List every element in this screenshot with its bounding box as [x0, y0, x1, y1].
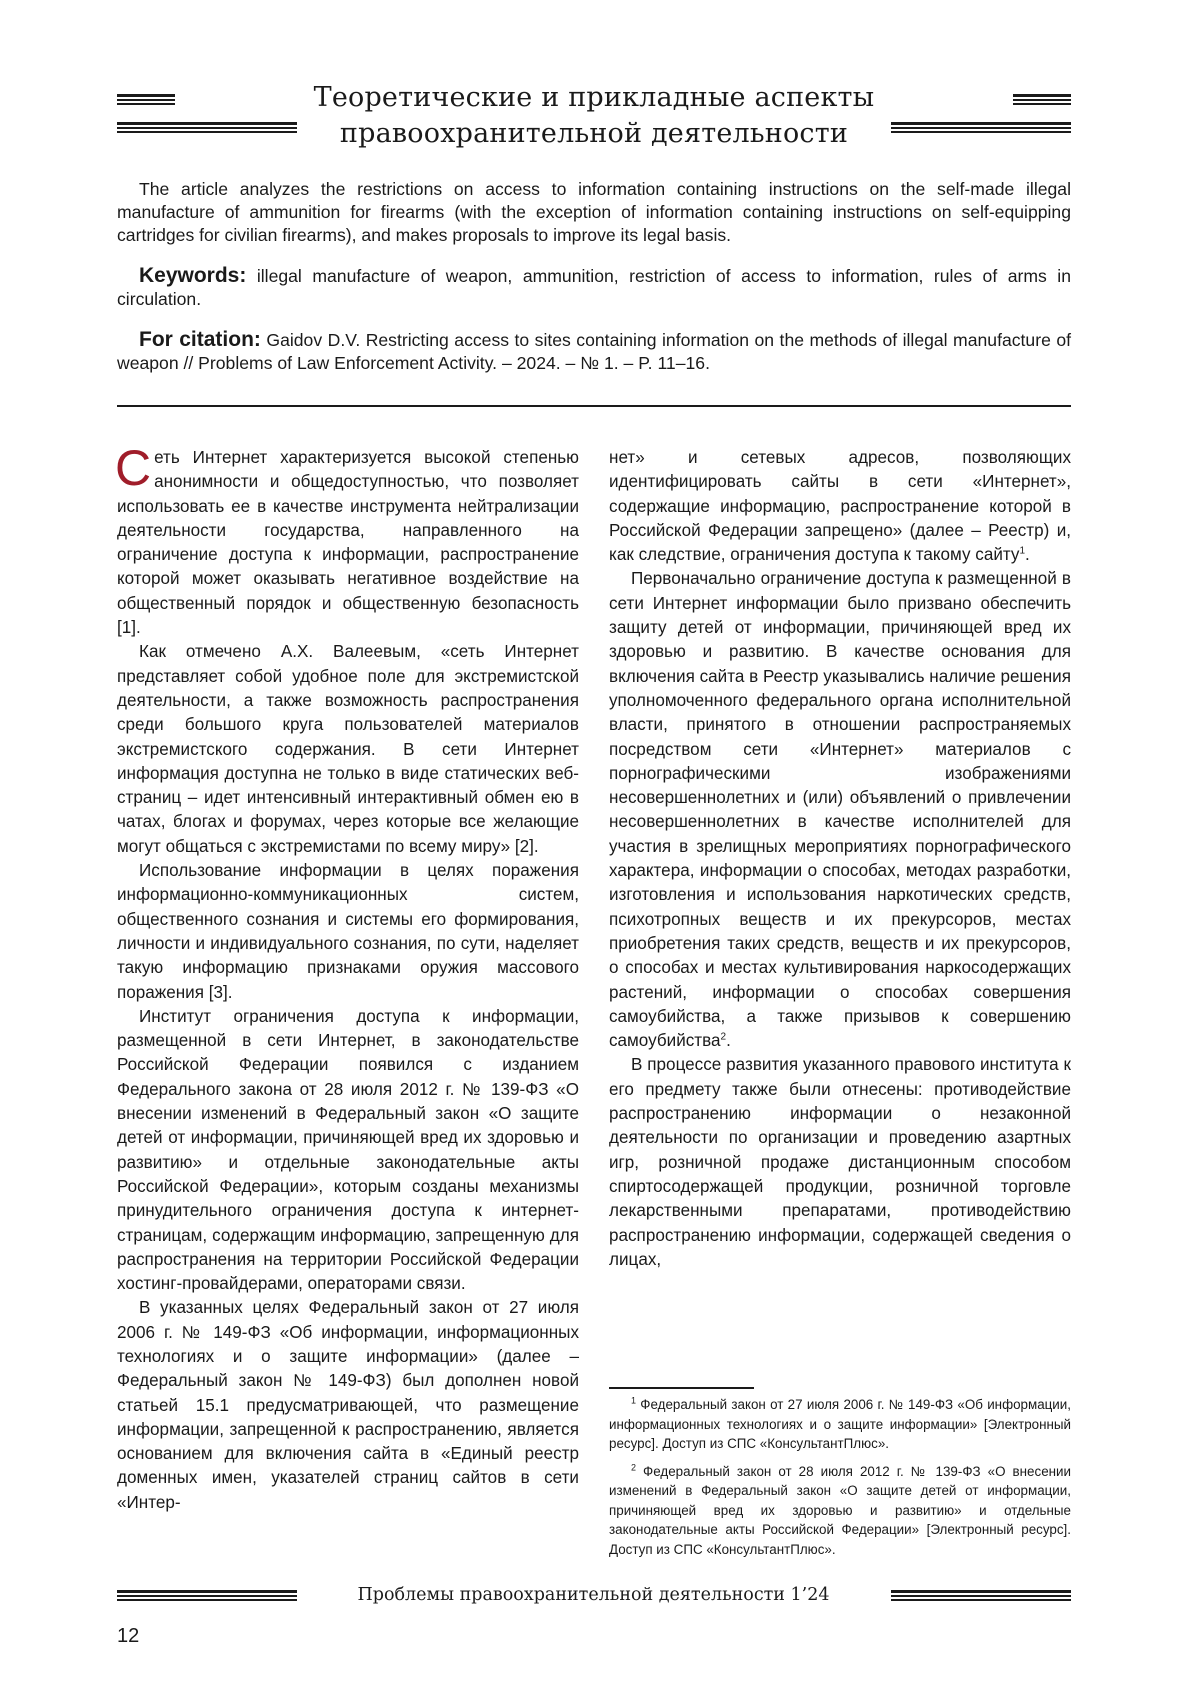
keywords-text: illegal manufacture of weapon, ammunition, restriction of access to information, rules of arms in circulation. [117, 266, 1071, 309]
section-header [117, 80, 1071, 160]
footnote-ref[interactable]: 2 [720, 1031, 727, 1043]
section-title-line-1: Теоретические и прикладные аспекты [313, 82, 875, 113]
paragraph-text: Первоначально ограничение доступа к размещенной в сети Интернет информации было призвано обеспечить защиту детей от информации, причиняющей вред их здоровью и развитию. В качестве основания для включения сайта в Реестр указывались наличие решения уполномоченного федерального органа исполнительной власти, принятого в отношении распространяемых посредством сети «Интернет» материалов с порнографическими изображениями несовершеннолетних и (или) объявлений о привлечении несовершеннолетних в качестве исполнителей для участия в зрелищных мероприятиях порнографического характера, информации о способах, методах разработки, изготовления и использования наркотических средств, психотропных веществ и их прекурсоров, местах приобретения таких средств, веществ и их прекурсоров, о способах и местах культивирования наркосодержащих растений, информации о способах совершения самоубийства, а также призывов к совершению самоубийства [609, 569, 1071, 1051]
footnote-number: 2 [631, 1462, 637, 1473]
abstract-block [117, 178, 1071, 392]
paragraph: В указанных целях Федеральный закон от 27 июля 2006 г. № 149-ФЗ «Об информации, информационных технологиях и о защите информации» (далее – Федеральный закон № 149-ФЗ) был дополнен новой статьей 15.1 предусматривающей, что размещение информации, запрещенной к распространению, является основанием для включения сайта в «Единый реестр доменных имен, указателей страниц сайтов в сети «Интер- [117, 1298, 579, 1512]
drop-cap: С [115, 440, 152, 496]
paragraph [115, 440, 579, 640]
footnote-text: Федеральный закон от 27 июля 2006 г. № 149-ФЗ «Об информации, информационных технологиях и о защите информации» [Электронный ресурс]. Доступ из СПС «КонсультантПлюс». [609, 1397, 1071, 1451]
footnote-text: Федеральный закон от 28 июля 2012 г. № 139-ФЗ «О внесении изменений в Федеральный закон «О защите детей от информации, причиняющей вред их здоровью и развитию» и отдельные законодательные акты Российской Федерации» [Электронный ресурс]. Доступ из СПС «КонсультантПлюс». [609, 1463, 1071, 1557]
paragraph-text: нет» и сетевых адресов, позволяющих идентифицировать сайты в сети «Интернет», содержащие информацию, распространение которой в Российской Федерации запрещено» (далее – Реестр) и, как следствие, ограничения доступа к такому сайту [609, 448, 1071, 565]
paragraph-text: еть Интернет характеризуется высокой степенью анонимности и общедоступностью, что позволяет использовать ее в качестве инструмента нейтрализации деятельности государства, направленного на ограничение доступа к информации, распространение которой может оказывать негативное воздействие на общественный порядок и общественную безопасность [1]. [117, 448, 579, 638]
body-column-right [609, 446, 1071, 1272]
paragraph-text-end: . [726, 1031, 731, 1051]
abstract-divider [117, 405, 1071, 407]
paragraph [609, 446, 1071, 567]
section-title [117, 80, 1071, 152]
paragraph [609, 567, 1071, 1053]
footnote [609, 1395, 1071, 1454]
page-number: 12 [117, 1625, 140, 1647]
footer-rule-left [117, 1590, 297, 1604]
footer-rule-right [891, 1590, 1071, 1604]
footnote-ref[interactable]: 1 [1019, 545, 1026, 557]
footnote [609, 1462, 1071, 1560]
paragraph: Как отмечено А.Х. Валеевым, «сеть Интернет представляет собой удобное поле для экстремистской деятельности, а также возможность распространения среди большого круга пользователей материалов экстремистского содержания. В сети Интернет информация доступна не только в виде статических веб-страниц – идет интенсивный интерактивный обмен ею в чатах, блогах и форумах, через которые все желающие могут общаться с экстремистами по всему миру» [2]. [117, 642, 579, 856]
body-column-left [115, 440, 579, 1515]
footnotes [609, 1395, 1071, 1567]
footnote-rule [609, 1387, 754, 1389]
footnote-number: 1 [631, 1395, 637, 1406]
citation-label: For citation: [139, 328, 261, 351]
paragraph: Институт ограничения доступа к информации, размещенной в сети Интернет, в законодательстве Российской Федерации появился с изданием Федерального закона от 28 июля 2012 г. № 139-ФЗ «О внесении изменений в Федеральный закон «О защите детей от информации, причиняющей вред их здоровью и развитию» и отдельные законодательные акты Российской Федерации», которым созданы механизмы принудительного ограничения доступа к интернет-страницам, содержащим информацию, запрещенную для распространения на территории Российской Федерации хостинг-провайдерами, операторами связи. [117, 1006, 579, 1294]
paragraph: В процессе развития указанного правового института к его предмету также были отнесены: противодействие распространению информации о незаконной деятельности по организации и проведению азартных игр, розничной продаже дистанционным способом спиртосодержащей продукции, розничной торговле лекарственными препаратами, противодействию распространению информации, содержащей сведения о лицах, [609, 1055, 1071, 1269]
page-footer [117, 1582, 1071, 1612]
citation-text: Gaidov D.V. Restricting access to sites containing information on the methods of illegal manufacture of weapon // Problems of Law Enforcement Activity. – 2024. – № 1. – P. 11–16. [117, 330, 1072, 373]
citation [117, 328, 1071, 375]
keywords-label: Keywords: [139, 264, 247, 287]
section-title-line-2: правоохранительной деятельности [339, 118, 849, 149]
paragraph-text-end: . [1025, 545, 1030, 565]
abstract-text: The article analyzes the restrictions on access to information containing instructions on the self-made illegal manufacture of ammunition for firearms (with the exception of information containing instructions on self-equipping cartridges for civilian firearms), and makes proposals to improve its legal basis. [117, 179, 1071, 245]
keywords [117, 264, 1071, 311]
journal-name: Проблемы правоохранительной деятельности 1’24 [357, 1585, 830, 1605]
paragraph: Использование информации в целях поражения информационно-коммуникационных систем, общественного сознания и системы его формирования, личности и индивидуального сознания, по сути, наделяет такую информацию признаками оружия массового поражения [3]. [117, 861, 579, 1002]
